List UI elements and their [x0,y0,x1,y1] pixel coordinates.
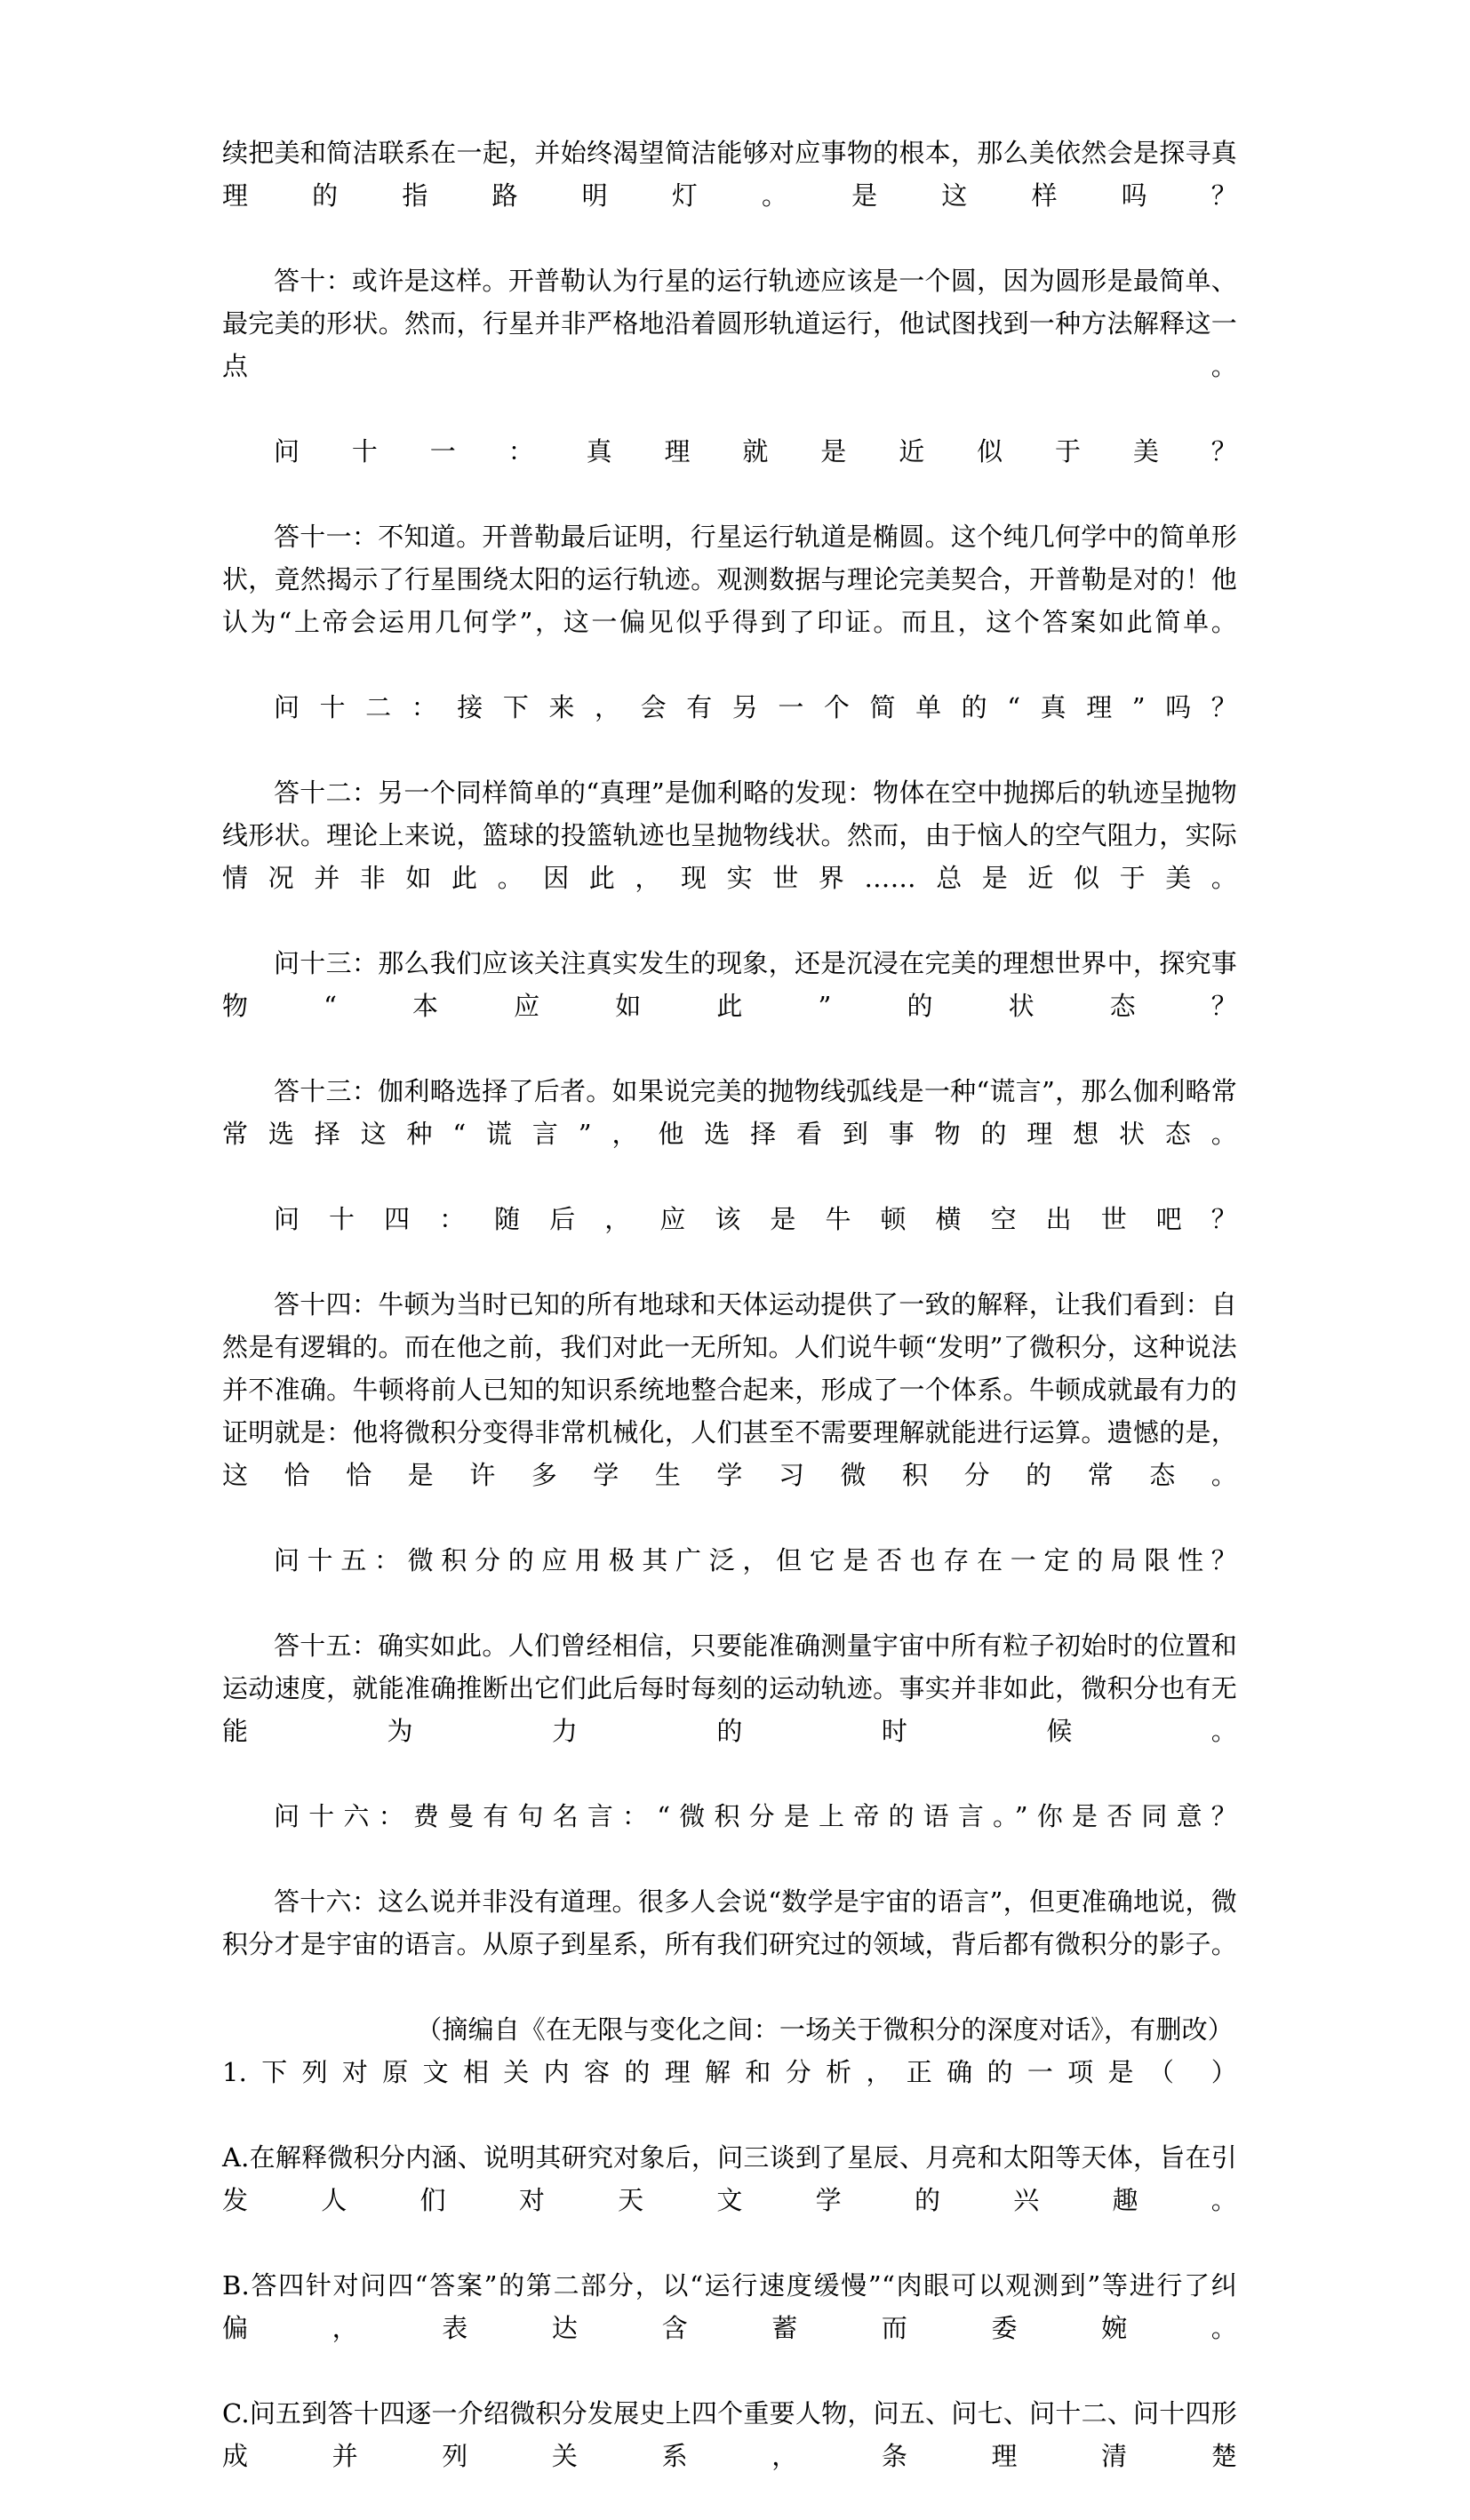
paragraph-answer-11: 答十一：不知道。开普勒最后证明，行星运行轨道是椭圆。这个纯几何学中的简单形状，竟然揭示了行星围绕太阳的运行轨迹。观测数据与理论完美契合，开普勒是对的！他认为“上帝会运用几何学”，这一偏见似乎得到了印证。而且，这个答案如此简单。 [222,522,1237,637]
question-1-option-c: C.问五到答十四逐一介绍微积分发展史上四个重要人物，问五、问七、问十二、问十四形成并列关系，条理清楚 [222,2398,1237,2471]
paragraph-answer-15: 答十五：确实如此。人们曾经相信，只要能准确测量宇宙中所有粒子初始时的位置和运动速度，就能准确推断出它们此后每时每刻的运动轨迹。事实并非如此，微积分也有无能为力的时候。 [222,1631,1237,1746]
paragraph-question-16: 问十六：费曼有句名言：“微积分是上帝的语言。”你是否同意？ [274,1801,1237,1831]
paragraph-answer-10: 答十：或许是这样。开普勒认为行星的运行轨迹应该是一个圆，因为圆形是最简单、最完美的形状。然而，行星并非严格地沿着圆形轨道运行，他试图找到一种方法解释这一点。 [222,266,1237,381]
source-citation: （摘编自《在无限与变化之间：一场关于微积分的深度对话》，有删改） [416,2014,1234,2045]
paragraph-question-14: 问十四：随后，应该是牛顿横空出世吧？ [274,1204,1237,1234]
question-1-option-a: A.在解释微积分内涵、说明其研究对象后，问三谈到了星辰、月亮和太阳等天体，旨在引发人们对天文学的兴趣。 [222,2142,1237,2215]
question-1-option-b: B.答四针对问四“答案”的第二部分，以“运行速度缓慢”“肉眼可以观测到”等进行了纠偏，表达含蓄而委婉。 [222,2270,1237,2343]
paragraph-question-15: 问十五：微积分的应用极其广泛，但它是否也存在一定的局限性？ [274,1545,1237,1575]
document-body [222,132,1237,2520]
paragraph-question-11: 问十一：真理就是近似于美？ [274,436,1237,467]
paragraph-question-12: 问十二：接下来，会有另一个简单的“真理”吗？ [274,692,1237,722]
question-1-stem: 1.下列对原文相关内容的理解和分析，正确的一项是（ ） [222,2057,1237,2087]
paragraph-answer-12: 答十二：另一个同样简单的“真理”是伽利略的发现：物体在空中抛掷后的轨迹呈抛物线形状。理论上来说，篮球的投篮轨迹也呈抛物线状。然而，由于恼人的空气阻力，实际情况并非如此。因此，现实世界……总是近似于美。 [222,778,1237,893]
paragraph-answer-16: 答十六：这么说并非没有道理。很多人会说“数学是宇宙的语言”，但更准确地说，微积分才是宇宙的语言。从原子到星系，所有我们研究过的领域，背后都有微积分的影子。 [222,1886,1237,1959]
paragraph-answer-14: 答十四：牛顿为当时已知的所有地球和天体运动提供了一致的解释，让我们看到：自然是有逻辑的。而在他之前，我们对此一无所知。人们说牛顿“发明”了微积分，这种说法并不准确。牛顿将前人已知的知识系统地整合起来，形成了一个体系。牛顿成就最有力的证明就是：他将微积分变得非常机械化，人们甚至不需要理解就能进行运算。遗憾的是，这恰恰是许多学生学习微积分的常态。 [222,1289,1237,1490]
paragraph-answer-13: 答十三：伽利略选择了后者。如果说完美的抛物线弧线是一种“谎言”，那么伽利略常常选择这种“谎言”，他选择看到事物的理想状态。 [222,1076,1237,1149]
paragraph-continued-from-previous-page: 续把美和简洁联系在一起，并始终渴望简洁能够对应事物的根本，那么美依然会是探寻真理的指路明灯。是这样吗？ [222,138,1237,211]
paragraph-question-13: 问十三：那么我们应该关注真实发生的现象，还是沉浸在完美的理想世界中，探究事物“本应如此”的状态？ [222,948,1237,1021]
